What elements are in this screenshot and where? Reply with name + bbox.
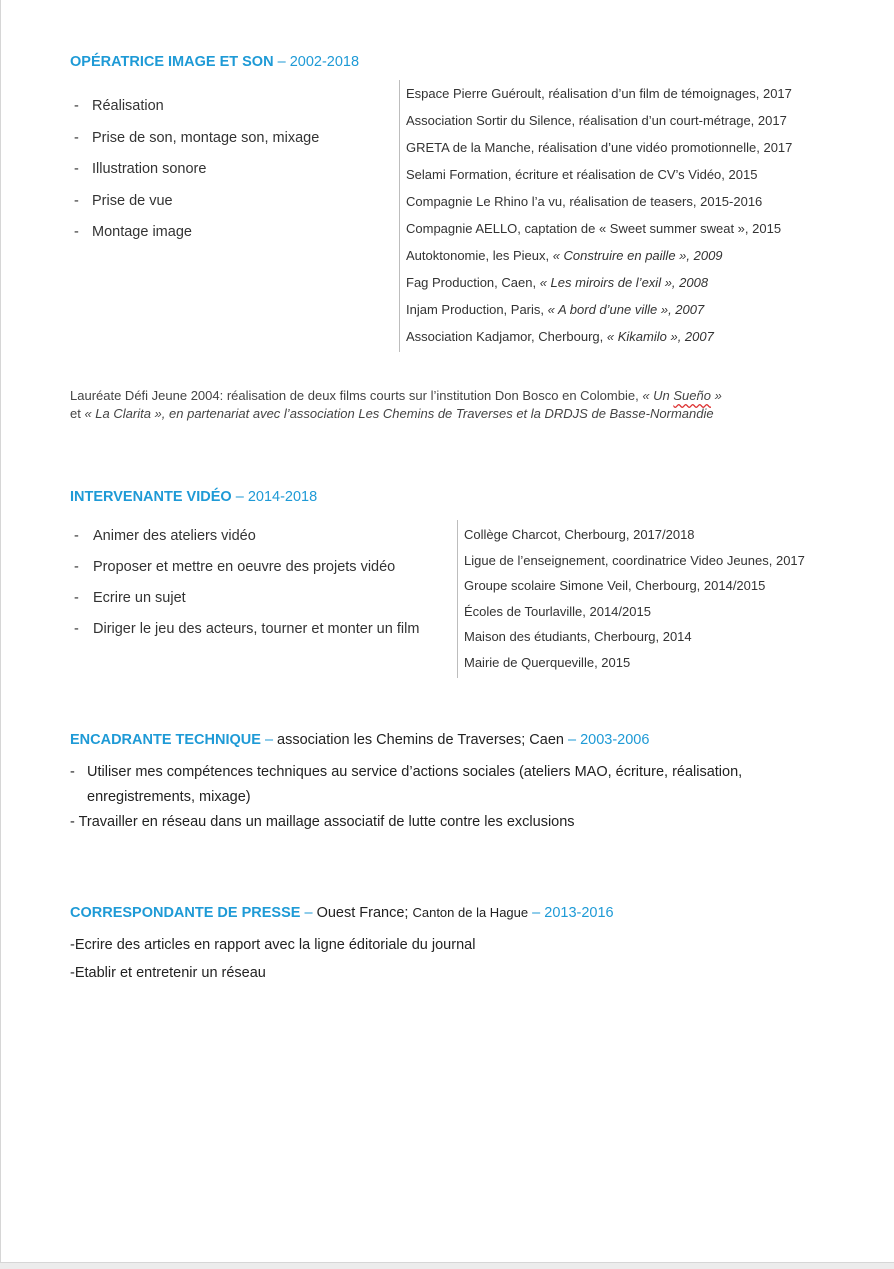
project-item: Groupe scolaire Simone Veil, Cherbourg, 2014/2015 (464, 578, 766, 594)
organization: association les Chemins de Traverses; Caen (277, 732, 564, 748)
years: 2003-2006 (580, 732, 650, 748)
duty-item: -Ecrire des articles en rapport avec la ligne éditoriale du journal (70, 937, 476, 953)
laureate-line-1: Lauréate Défi Jeune 2004: réalisation de deux films courts sur l’institution Don Bosco en Colombie, « Un Sueño » (70, 388, 722, 403)
skill-item: - Diriger le jeu des acteurs, tourner et monter un film (74, 621, 420, 637)
skill-item: - Proposer et mettre en oeuvre des projets vidéo (74, 559, 396, 575)
project-item: Association Sortir du Silence, réalisation d’un court-métrage, 2017 (406, 113, 787, 128)
laureate-line-2: et « La Clarita », en partenariat avec l’association Les Chemins de Traverses et la DRDJS de Basse-Normandie (70, 406, 714, 421)
encadrante-item-1-cont: enregistrements, mixage) (87, 789, 251, 805)
project-item: Compagnie Le Rhino l’a vu, réalisation de teasers, 2015-2016 (406, 194, 763, 209)
skill-item: - Ecrire un sujet (74, 590, 186, 606)
bullet-dash: - (74, 590, 79, 606)
bullet-dash: - (74, 528, 79, 544)
bullet-dash: - (74, 621, 79, 637)
skill-item: - Montage image (74, 224, 192, 241)
bullet-dash: - (70, 937, 75, 953)
bullet-dash: - (74, 161, 79, 178)
section-heading-operatrice: OPÉRATRICE IMAGE ET SON – 2002-2018 (70, 54, 360, 70)
role-title: ENCADRANTE TECHNIQUE (70, 732, 261, 748)
project-item: Autoktonomie, les Pieux, « Construire en paille », 2009 (406, 248, 723, 263)
bullet-dash: - (74, 129, 79, 146)
bullet-dash: - (74, 224, 79, 241)
role-title: OPÉRATRICE IMAGE ET SON (70, 54, 274, 70)
bullet-dash: - (74, 98, 79, 114)
skill-item: - Prise de son, montage son, mixage (74, 129, 320, 146)
project-item: GRETA de la Manche, réalisation d’une vidéo promotionnelle, 2017 (406, 140, 793, 155)
section-heading-encadrante: ENCADRANTE TECHNIQUE – association les Chemins de Traverses; Caen – 2003-2006 (70, 732, 650, 748)
bullet-dash: - (74, 192, 79, 209)
duty-item: -Etablir et entretenir un réseau (70, 965, 266, 981)
column-divider (399, 80, 400, 352)
project-item: Selami Formation, écriture et réalisation de CV’s Vidéo, 2015 (406, 167, 758, 182)
project-item: Collège Charcot, Cherbourg, 2017/2018 (464, 527, 695, 542)
encadrante-item-2: - Travailler en réseau dans un maillage associatif de lutte contre les exclusions (70, 814, 575, 830)
project-item: Fag Production, Caen, « Les miroirs de l’exil », 2008 (406, 275, 709, 290)
role-title: INTERVENANTE VIDÉO (70, 489, 232, 505)
years: 2002-2018 (289, 54, 360, 70)
skill-item: - Animer des ateliers vidéo (74, 528, 256, 544)
project-item: Maison des étudiants, Cherbourg, 2014 (464, 629, 692, 645)
encadrante-item-1: - Utiliser mes compétences techniques au service d’actions sociales (ateliers MAO, écriture, réalisation, (70, 764, 743, 780)
project-item: Mairie de Querqueville, 2015 (464, 655, 631, 670)
skill-item: - Prise de vue (74, 192, 173, 209)
organization-detail: Canton de la Hague (412, 905, 529, 920)
project-item: Ligue de l’enseignement, coordinatrice Video Jeunes, 2017 (464, 552, 805, 568)
skill-item: - Illustration sonore (74, 161, 207, 178)
column-divider (457, 520, 458, 678)
bullet-dash: - (70, 965, 75, 981)
bullet-dash: - (74, 559, 79, 575)
project-item: Injam Production, Paris, « A bord d’une ville », 2007 (406, 302, 705, 317)
project-item: Association Kadjamor, Cherbourg, « Kikamilo », 2007 (406, 329, 714, 344)
project-item: Compagnie AELLO, captation de « Sweet summer sweat », 2015 (406, 221, 782, 236)
skill-item: - Réalisation (74, 98, 164, 114)
years: 2014-2018 (247, 489, 318, 505)
years: 2013-2016 (544, 905, 614, 921)
organization: Ouest France; (316, 905, 413, 921)
section-heading-correspondante: CORRESPONDANTE DE PRESSE – Ouest France; Canton de la Hague – 2013-2016 (70, 905, 614, 921)
project-item: Écoles de Tourlaville, 2014/2015 (464, 603, 651, 619)
project-item: Espace Pierre Guéroult, réalisation d’un film de témoignages, 2017 (406, 86, 792, 101)
role-title: CORRESPONDANTE DE PRESSE (70, 905, 301, 921)
section-heading-intervenante: INTERVENANTE VIDÉO – 2014-2018 (70, 489, 318, 505)
